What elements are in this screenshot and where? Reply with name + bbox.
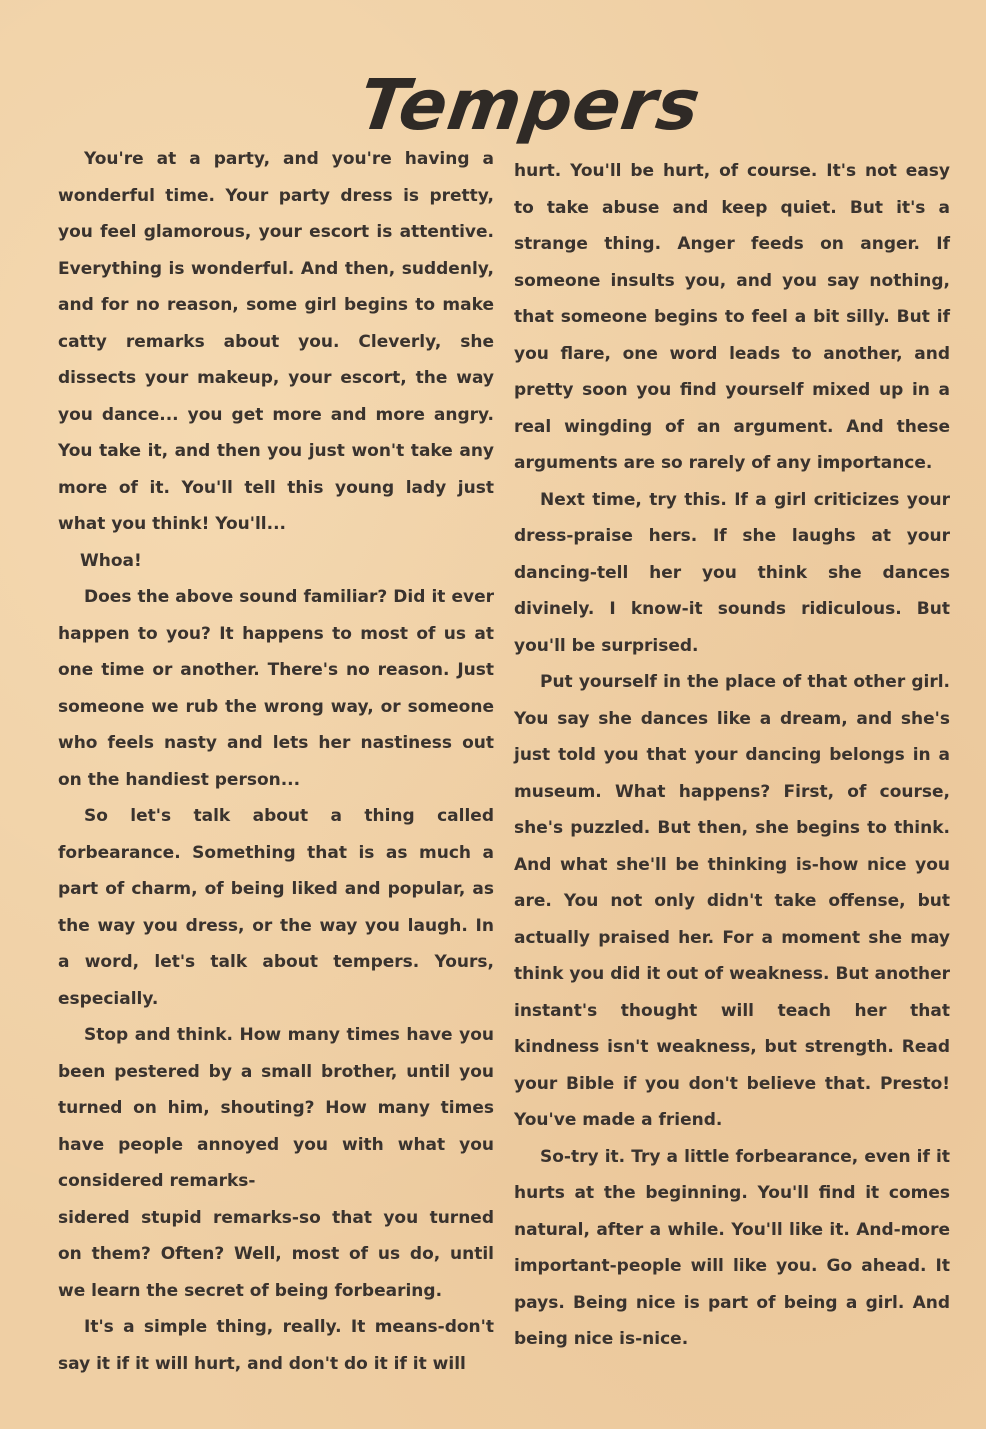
paragraph: So let's talk about a thing called forbearance. Something that is as much a part of charm, of being liked and popular, as the way you dress, or the way you laugh. In a word, let's talk about tempers. Yours, especially. <box>58 806 494 1009</box>
paragraph: Next time, try this. If a girl criticizes your dress-praise hers. If she laughs at your dancing-tell her you think she dances divinely. I know-it sounds ridiculous. But you'll be surprised. <box>514 489 950 656</box>
paragraph: hurt. You'll be hurt, of course. It's not easy to take abuse and keep quiet. But it's a strange thing. Anger feeds on anger. If someone insults you, and you say nothing, that someone begins to feel a bit silly. But if you flare, one word leads to another, and pretty soon you find yourself mixed up in a real wingding of an argument. And these arguments are so rarely of any importance. <box>514 161 950 473</box>
paragraph: Does the above sound familiar? Did it ever happen to you? It happens to most of us at one time or another. There's no reason. Just someone we rub the wrong way, or someone who feels nasty and lets her nastiness out on the handiest person... <box>58 587 494 790</box>
paragraph: You're at a party, and you're having a wonderful time. Your party dress is pretty, you feel glamorous, your escort is attentive. Everything is wonderful. And then, suddenly, and for no reason, some girl begins to make catty remarks about you. Cleverly, she dissects your makeup, your escort, the way you dance... you get more and more angry. You take it, and then you just won't take any more of it. You'll tell this young lady just what you think! You'll... <box>58 149 494 534</box>
paragraph: It's a simple thing, really. It means-don't say it if it will hurt, and don't do it if it will <box>58 1317 494 1374</box>
paragraph: Stop and think. How many times have you been pestered by a small brother, until you turned on him, shouting? How many times have people annoyed you with what you considered remarks- <box>58 1025 494 1191</box>
paragraph: So-try it. Try a little forbearance, even if it hurts at the beginning. You'll find it comes natural, after a while. You'll like it. And-more important-people will like you. Go ahead. It pays. Being nice is part of being a girl. And being nice is-nice. <box>514 1146 950 1349</box>
paragraph: Whoa! <box>80 550 142 571</box>
article-title: Tempers <box>354 64 706 146</box>
paragraph: sidered stupid remarks-so that you turned on them? Often? Well, most of us do, until we learn the secret of being forbearing. <box>58 1207 494 1301</box>
left-column <box>58 141 494 1382</box>
paragraph: Put yourself in the place of that other girl. You say she dances like a dream, and she's just told you that your dancing belongs in a museum. What happens? First, of course, she's puzzled. But then, she begins to think. And what she'll be thinking is-how nice you are. You not only didn't take offense, but actually praised her. For a moment she may think you did it out of weakness. But another instant's thought will teach her that kindness isn't weakness, but strength. Read your Bible if you don't believe that. Presto! You've made a friend. <box>514 672 950 1130</box>
right-column <box>514 153 950 1358</box>
